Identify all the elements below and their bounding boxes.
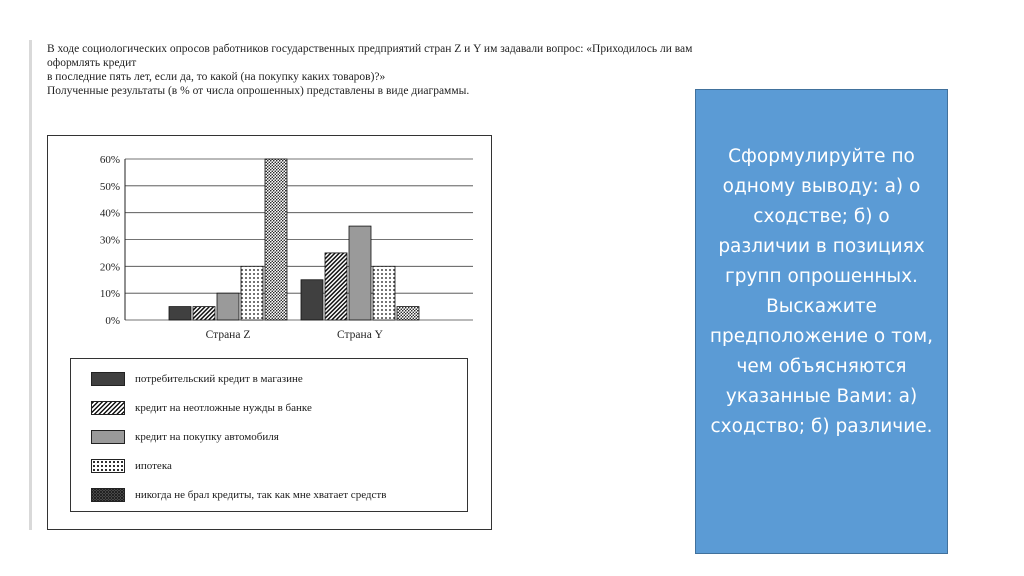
legend-label: кредит на покупку автомобиля: [135, 431, 279, 443]
y-tick-label: 50%: [99, 180, 120, 193]
y-tick-label: 20%: [99, 261, 120, 274]
legend-label: ипотека: [135, 460, 172, 472]
bar-dots-y: [373, 266, 395, 320]
legend-swatch-checker: [91, 488, 125, 502]
legend-swatch-dark: [91, 372, 125, 386]
legend-item-car-credit: [91, 429, 279, 445]
bar-dots-z: [241, 266, 263, 320]
legend-item-bank-credit: [91, 400, 312, 416]
y-tick-label: 40%: [99, 207, 120, 220]
y-tick-label: 10%: [99, 288, 120, 301]
bar-diag-y: [325, 253, 347, 320]
bar-check-z: [265, 159, 287, 320]
y-tick-label: 60%: [99, 154, 120, 166]
intro-line-3: в последние пять лет, если да, то какой (на покупку каких товаров)?»: [47, 71, 386, 83]
task-text: Сформулируйте по одному выводу: а) о сходстве; б) о различии в позициях групп опрошенных. Выскажите предположение о том, чем объясняются указанные Вами: а) сходство; б) различие.: [709, 146, 934, 437]
bar-dark-y: [301, 280, 323, 320]
chart-frame: [47, 135, 492, 530]
legend-item-consumer-credit: [91, 371, 303, 387]
y-tick-label: 30%: [99, 234, 120, 247]
legend-swatch-diagonal: [91, 401, 125, 415]
intro-line-4: Полученные результаты (в % от числа опрошенных) представлены в виде диаграммы.: [47, 85, 470, 97]
chart-legend: [70, 358, 468, 512]
bar-dark-z: [169, 307, 191, 320]
legend-item-mortgage: [91, 458, 172, 474]
intro-line-2: оформлять кредит: [47, 57, 137, 69]
y-tick-label: 0%: [105, 315, 120, 327]
bar-diag-z: [193, 307, 215, 320]
legend-label: потребительский кредит в магазине: [135, 373, 303, 385]
intro-line-1: В ходе социологических опросов работников государственных предприятий стран Z и Y им задавали вопрос: «Приходилось ли вам: [47, 43, 693, 55]
legend-label: кредит на неотложные нужды в банке: [135, 402, 312, 414]
task-box: [695, 89, 948, 554]
x-category-label: Страна Z: [205, 329, 251, 341]
bar-chart: [48, 136, 493, 356]
legend-swatch-gray: [91, 430, 125, 444]
legend-swatch-dots: [91, 459, 125, 473]
bar-gray-z: [217, 293, 239, 320]
slide-left-rule: [29, 40, 32, 530]
bar-gray-y: [349, 226, 371, 320]
legend-label: никогда не брал кредиты, так как мне хватает средств: [135, 489, 387, 501]
legend-item-never-borrowed: [91, 487, 386, 503]
bar-check-y: [397, 307, 419, 320]
x-category-label: Страна Y: [337, 329, 383, 341]
